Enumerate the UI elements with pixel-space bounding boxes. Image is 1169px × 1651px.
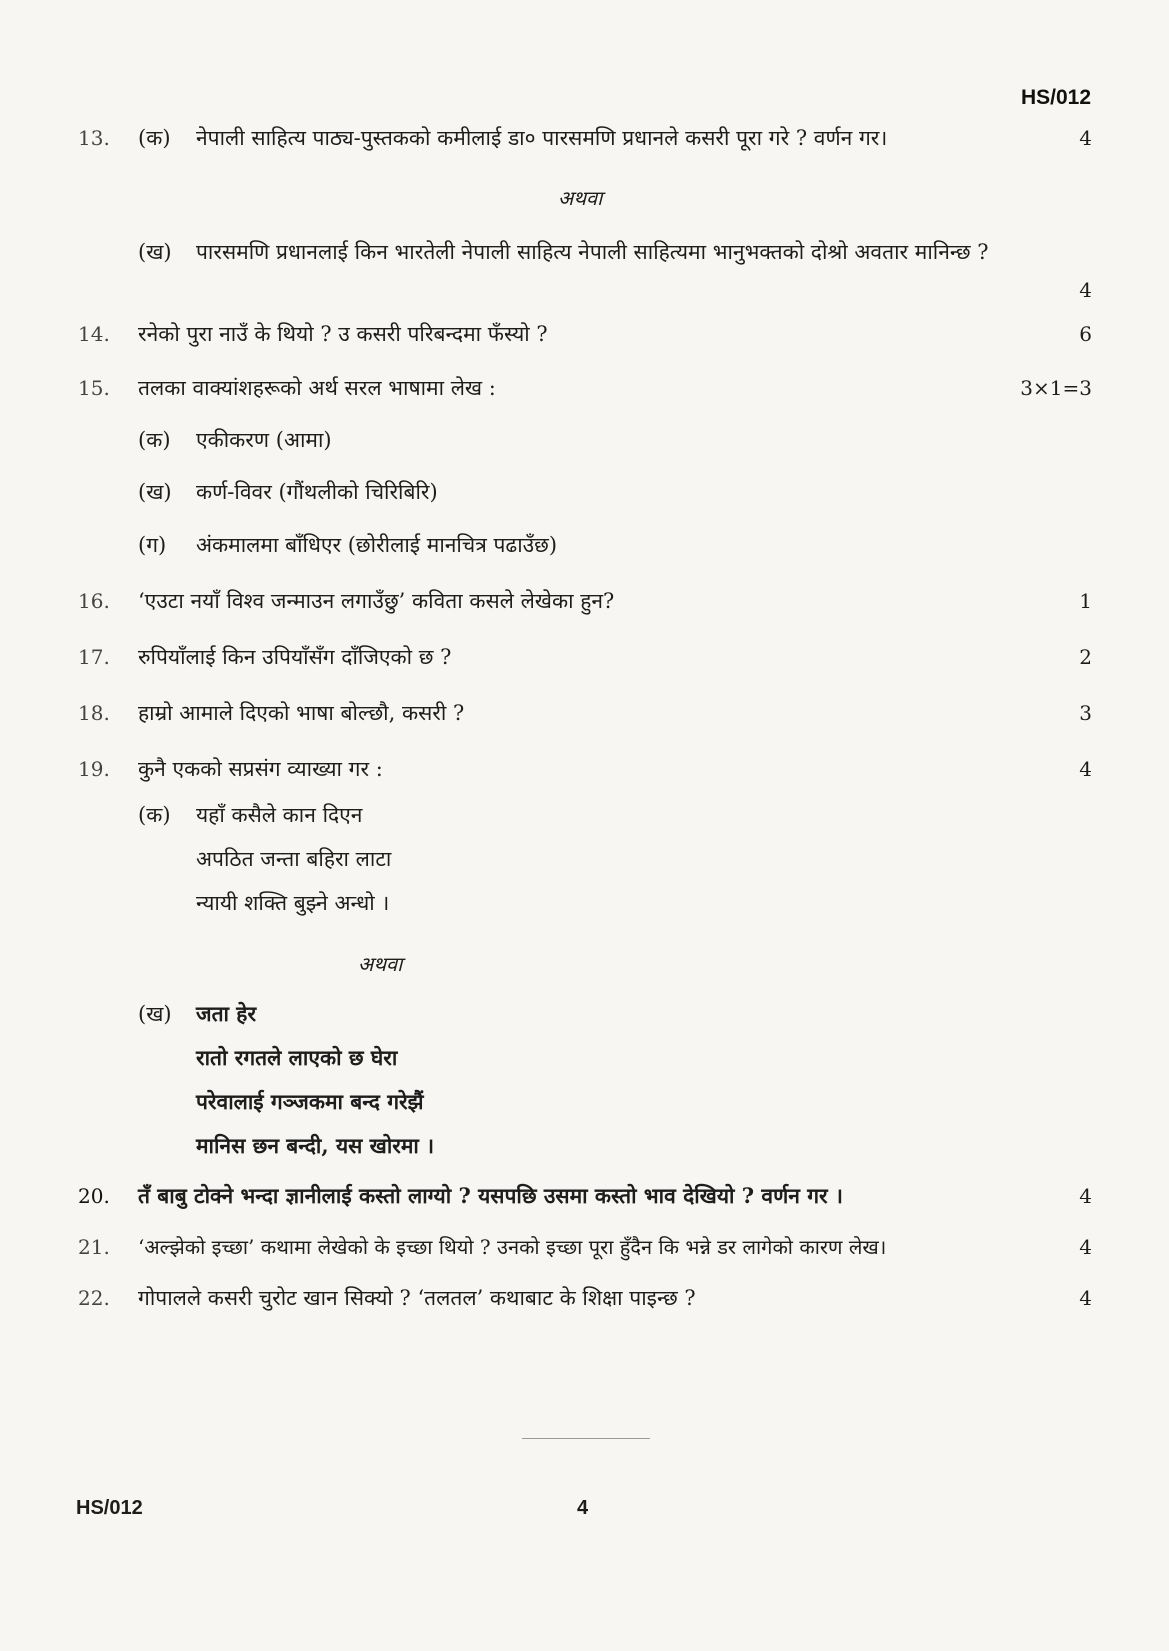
question-19-kha-line-3: [0, 1084, 1169, 1120]
question-21: [0, 1229, 1169, 1265]
question-text: गोपालले कसरी चुरोट खान सिक्यो ? ‘तलतल’ कथाबाट के शिक्षा पाइन्छ ?: [138, 1286, 696, 1310]
item-text: एकीकरण (आमा): [196, 428, 332, 452]
question-text: पारसमणि प्रधानलाई किन भारतेली नेपाली साहित्य नेपाली साहित्यमा भानुभक्तको दोश्रो अवतार मानिन्छ ?: [196, 240, 989, 264]
athwa-or-label: अथवा: [358, 952, 403, 976]
question-13-kha: [0, 234, 1169, 270]
question-marks: 3: [1079, 701, 1092, 725]
question-text: ‘अल्झेको इच्छा’ कथामा लेखेको के इच्छा थियो ? उनको इच्छा पूरा हुँदैन कि भन्ने डर लागेको कारण लेख।: [138, 1235, 887, 1259]
question-19: [0, 751, 1169, 787]
question-18: [0, 695, 1169, 731]
poem-line: रातो रगतले लाएको छ घेरा: [196, 1045, 398, 1070]
question-marks: 4: [1079, 278, 1092, 302]
question-marks: 4: [1079, 1184, 1092, 1208]
question-13-ka: [0, 120, 1169, 156]
athwa-or-label: अथवा: [558, 186, 603, 210]
question-marks: 2: [1079, 645, 1092, 669]
question-15: [0, 370, 1169, 406]
question-marks: 3×1=3: [1020, 376, 1092, 400]
question-15-item-ka: [0, 422, 1169, 458]
header-paper-code: HS/012: [1020, 86, 1091, 109]
question-19-kha-line-1: [0, 996, 1169, 1032]
poem-line: यहाँ कसैले कान दिएन: [196, 803, 363, 827]
question-16: [0, 583, 1169, 619]
sub-label: (ख): [138, 480, 172, 504]
question-20: [0, 1178, 1169, 1214]
question-text: ‘एउटा नयाँ विश्व जन्माउन लगाउँछु’ कविता कसले लेखेका हुन?: [138, 589, 615, 613]
question-text: नेपाली साहित्य पाठ्य-पुस्तकको कमीलाई डा० पारसमणि प्रधानले कसरी पूरा गरे ? वर्णन गर।: [196, 126, 888, 150]
poem-line: मानिस छन बन्दी, यस खोरमा ।: [196, 1133, 435, 1158]
footer-paper-code: HS/012: [76, 1497, 143, 1519]
sub-label: (क): [138, 126, 171, 150]
question-number: 17.: [78, 645, 110, 669]
question-marks: 6: [1079, 322, 1092, 346]
question-number: 13.: [78, 126, 110, 150]
poem-line: न्यायी शक्ति बुझ्ने अन्धो ।: [196, 891, 390, 915]
question-number: 19.: [78, 757, 110, 781]
question-19-kha-line-2: [0, 1040, 1169, 1076]
question-number: 20.: [78, 1184, 110, 1208]
question-marks: 4: [1079, 1235, 1092, 1259]
sub-label: (ग): [138, 533, 167, 557]
question-text: रुपियाँलाई किन उपियाँसँग दाँजिएको छ ?: [138, 645, 452, 669]
question-text: हाम्रो आमाले दिएको भाषा बोल्छौ, कसरी ?: [138, 701, 465, 725]
question-14: [0, 316, 1169, 352]
question-number: 16.: [78, 589, 110, 613]
question-19-ka-line-2: [0, 841, 1169, 877]
question-text: कुनै एकको सप्रसंग व्याख्या गर :: [138, 757, 383, 781]
poem-line: परेवालाई गञ्जकमा बन्द गरेझैं: [196, 1089, 424, 1114]
footer-page-number: 4: [577, 1497, 589, 1519]
question-number: 14.: [78, 322, 110, 346]
item-text: कर्ण-विवर (गौंथलीको चिरिबिरि): [196, 480, 438, 504]
question-15-item-kha: [0, 474, 1169, 510]
question-22: [0, 1280, 1169, 1316]
question-number: 15.: [78, 376, 110, 400]
question-marks: 4: [1079, 757, 1092, 781]
question-number: 18.: [78, 701, 110, 725]
question-text: तलका वाक्यांशहरूको अर्थ सरल भाषामा लेख :: [138, 376, 496, 400]
item-text: अंकमालमा बाँधिएर (छोरीलाई मानचित्र पढाउँछ): [196, 533, 558, 557]
question-19-ka-line-3: [0, 885, 1169, 921]
question-number: 21.: [78, 1235, 110, 1259]
poem-line: अपठित जन्ता बहिरा लाटा: [196, 847, 392, 871]
question-text: तँ बाबु टोक्ने भन्दा ज्ञानीलाई कस्तो लाग्यो ? यसपछि उसमा कस्तो भाव देखियो ? वर्णन गर ।: [138, 1183, 843, 1208]
question-13-kha-marks-line: [0, 272, 1169, 308]
question-15-item-ga: [0, 527, 1169, 563]
question-marks: 4: [1079, 126, 1092, 150]
question-17: [0, 639, 1169, 675]
sub-label: (ख): [138, 240, 172, 264]
sub-label: (क): [138, 428, 171, 452]
question-19-ka-line-1: [0, 797, 1169, 833]
poem-line: जता हेर: [196, 1001, 257, 1026]
question-marks: 1: [1079, 589, 1092, 613]
sub-label: (क): [138, 803, 171, 827]
end-divider: [522, 1438, 650, 1439]
question-number: 22.: [78, 1286, 110, 1310]
question-text: रनेको पुरा नाउँ के थियो ? उ कसरी परिबन्दमा फँस्यो ?: [138, 322, 548, 346]
sub-label: (ख): [138, 1002, 172, 1026]
question-19-kha-line-4: [0, 1128, 1169, 1164]
question-marks: 4: [1079, 1286, 1092, 1310]
